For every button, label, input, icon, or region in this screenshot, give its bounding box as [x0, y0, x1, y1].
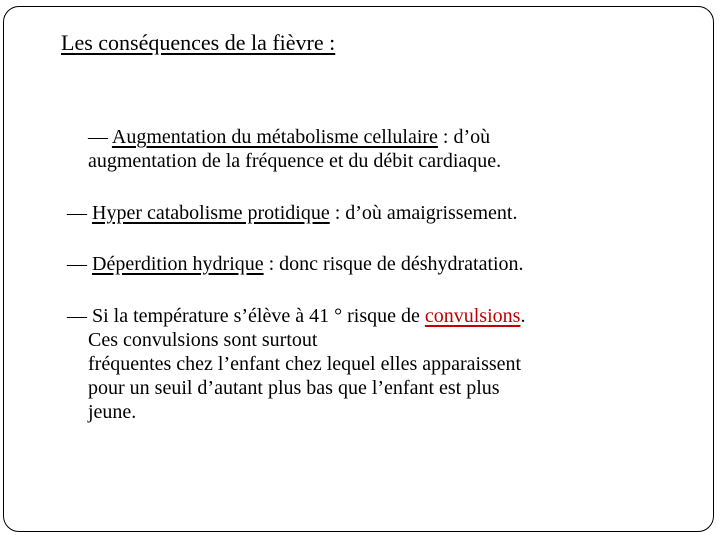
list-item: [88, 125, 501, 173]
slide-title: Les conséquences de la fièvre :: [61, 30, 336, 55]
item-continuation: fréquentes chez l’enfant chez lequel elles apparaissent: [88, 353, 522, 375]
item-text: Si la température s’élève à 41 ° risque de: [87, 305, 425, 327]
list-item: [67, 201, 517, 225]
dash: —: [67, 253, 87, 275]
term-deperdition: Déperdition hydrique: [92, 253, 264, 275]
item-continuation: pour un seuil d’autant plus bas que l’enfant est plus: [88, 377, 500, 399]
term-convulsions: convulsions: [424, 305, 521, 327]
item-continuation: Ces convulsions sont surtout: [88, 329, 318, 351]
item-continuation: jeune.: [88, 401, 137, 423]
term-metabolisme: Augmentation du métabolisme cellulaire: [111, 126, 438, 148]
dash: —: [67, 305, 87, 327]
item-text: : donc risque de déshydratation.: [263, 253, 524, 275]
item-suffix: .: [520, 305, 526, 327]
term-catabolisme: Hyper catabolisme protidique: [92, 202, 330, 224]
item-text: : d’où amaigrissement.: [329, 202, 518, 224]
list-item: [67, 304, 525, 424]
dash: —: [88, 126, 108, 148]
item-text: : d’où: [437, 126, 491, 148]
item-continuation: augmentation de la fréquence et du débit cardiaque.: [88, 150, 502, 172]
list-item: [67, 252, 524, 276]
dash: —: [67, 202, 87, 224]
